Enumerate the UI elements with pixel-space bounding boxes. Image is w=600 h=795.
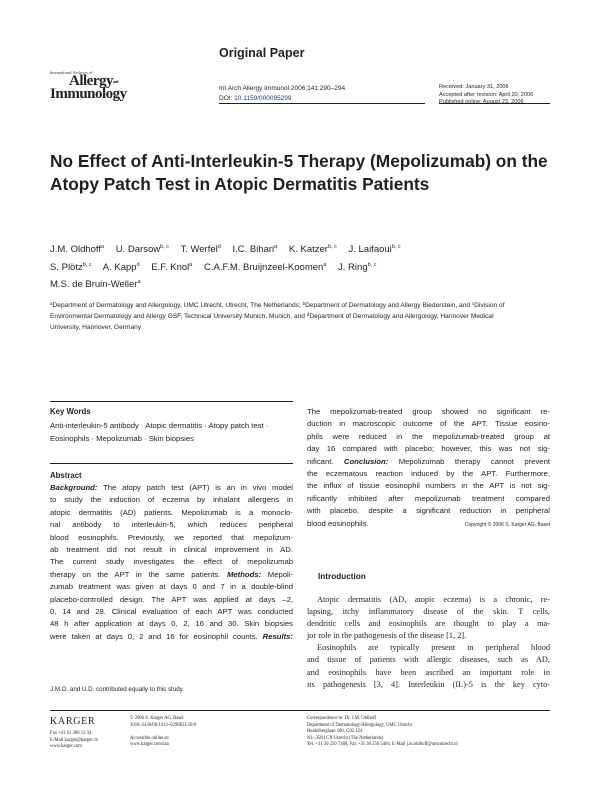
header-rule-right [439, 103, 550, 104]
abstract-line: the eczematous reaction induced by the APT. Furthermore, [307, 469, 550, 479]
contribution-footnote: J.M.O. and U.D. contributed equally to this study. [50, 686, 185, 693]
abstract-line: zumab treatment was given at days 0 and 7 in a double-blind [50, 582, 293, 592]
introduction-body [307, 594, 550, 691]
publication-copyright: © 2006 S. Karger AG, Basel 1018–2438/06/1413–0290$23.50/0 Accessible online at: www.karger.com/iaa [130, 716, 197, 747]
journal-website[interactable]: www.karger.com/iaa [130, 742, 169, 747]
author: U. Darsow$^{b, c}$ [115, 244, 169, 255]
abstract-line: blood eosinophils. Previously, we reported that mepolizum- [50, 532, 293, 542]
journal-logo [50, 70, 130, 102]
intro-line: jor role in the pathogenesis of the disease [1, 2]. [307, 631, 467, 641]
publisher-contact: Fax +41 61 306 12 34 E-Mail karger@karger.ch www.karger.com [50, 731, 98, 749]
journal-logo-word1: Allergy [69, 73, 113, 89]
abstract-line: the influx of tissue eosinophil numbers in the APT is not sig- [307, 481, 550, 491]
intro-line: dendritic cells and eosinophils are thought to play a ma- [307, 619, 550, 629]
intro-line: Eosinophils are typically present in peripheral blood [317, 643, 550, 653]
citation-block [219, 84, 345, 103]
received-date: Received: January 31, 2006 [439, 84, 509, 90]
abstract-line: blood eosinophils. [307, 518, 369, 528]
abstract-line: atopic dermatitis (AD) patients. Mepolizumab is a monoclo- [50, 507, 293, 517]
published-date: Published online: August 23, 2006 [439, 99, 524, 105]
abstract-line: ab treatment did not result in clinical improvement in AD. [50, 545, 293, 555]
doi-link[interactable]: 10.1159/000095299 [234, 94, 292, 102]
abstract-line: The current study investigates the effect of mepolizumab [50, 557, 293, 567]
author: S. Plötz$^{b, c}$ [50, 261, 92, 273]
abstract-line: duction in macroscopic outcome of the APT. Tissue eosino- [307, 419, 550, 429]
author: J. Ring$^{b, c}$ [338, 261, 377, 273]
accepted-date: Accepted after revision: April 20, 2006 [439, 91, 534, 98]
intro-line: and tissue of patients with allergic diseases, such as AD, [307, 655, 550, 665]
publisher-website[interactable]: www.karger.com [50, 744, 82, 749]
abstract-line: day 16 compared with placebo; however, this was not sig- [307, 444, 550, 454]
author: C.A.F.M. Bruijnzeel-Koomen$^a$ [204, 261, 327, 273]
intro-line: lapsing, itchy inflammatory disease of the skin. T cells, [307, 607, 550, 617]
abstract-line: 48 h after application at days 0, 2, 16 and 30. Skin biopsies [50, 619, 293, 629]
intro-line: its pathogenesis [3, 4]. Interleukin (IL)-5 is the key cyto- [307, 679, 550, 689]
abstract-body-left [50, 482, 293, 643]
author: I.C. Bihari$^a$ [232, 244, 278, 255]
intro-line: and eosinophils have been ascribed an important role in [307, 667, 550, 677]
abstract-line: with placebo, despite a significant reduction in peripheral [307, 506, 550, 516]
journal-logo-prefix: International Archives of [50, 70, 93, 75]
author: J. Laifaoui$^{b, c}$ [348, 244, 401, 255]
correspondence: Correspondence to: Dr. J.M. Oldhoff Department of Dermatology/Allergology, UMC Utrecht Heidelberglaan 100, G02.124 NL–3584 CX Utrecht (The Netherlands) Tel. +31 30 250 7388, Fax +31 30 250 5404, E-Mail j.m.oldhoff@umcutrecht.nl [307, 716, 458, 747]
introduction-heading: Introduction [318, 572, 366, 581]
publisher-email[interactable]: E-Mail karger@karger.ch [50, 737, 98, 743]
footer-rule [50, 710, 550, 711]
abstract-line: 0, 14 and 28. Clinical evaluation of each APT was conducted [50, 607, 293, 617]
author: J.M. Oldhoff$^a$ [50, 244, 105, 255]
journal-logo-and: and [112, 79, 118, 84]
affiliations: $^a$Department of Dermatology and Allergology, UMC Utrecht, Utrecht, The Netherlands; $^b$Department of Dermatology and Allergy Biederstein, and $^c$Division of Environmental Dermatology and Allergy GSF, Technical University Munich, Munich, and $^d$Department of Dermatology and Allergology, Hannover Medical University, Hannover, Germany [50, 301, 505, 332]
abstract-body-right [307, 406, 550, 530]
doi-line [219, 94, 345, 104]
keywords-text: Anti-interleukin-5 antibody · Atopic dermatitis · Atopy patch test · Eosinophils · Mepolizumab · Skin biopsies [50, 421, 269, 443]
abstract-line: to study the induction of eczema by inhalant allergens in [50, 495, 293, 505]
article-title: No Effect of Anti-Interleukin-5 Therapy (Mepolizumab) on the Atopy Patch Test in Atopic Dermatitis Patients [50, 151, 548, 194]
author-list [50, 241, 570, 294]
section-label: Original Paper [219, 46, 305, 60]
author: M.S. de Bruin-Weller$^a$ [50, 279, 141, 290]
abstract-line: therapy on the APT in the same patients. Methods: Mepoli- [50, 569, 293, 579]
abstract-line: phils were reduced in the mepolizumab-treated group at [307, 431, 550, 441]
journal-logo-word2: Immunology [50, 86, 127, 102]
author: A. Kapp$^d$ [102, 261, 140, 273]
abstract-line: The mepolizumab-treated group showed no significant re- [307, 407, 550, 416]
abstract-heading: Abstract [50, 471, 82, 480]
abstract-line: Background: The atopy patch test (APT) is an in vivo model [50, 483, 293, 492]
abstract-rule [50, 463, 293, 464]
author: E.F. Knol$^a$ [151, 261, 193, 273]
copyright-notice: Copyright © 2006 S. Karger AG, Basel [464, 522, 550, 528]
author: T. Werfel$^d$ [180, 244, 221, 255]
author: K. Katzer$^{b, c}$ [288, 244, 337, 255]
intro-line: Atopic dermatitis (AD, atopic eczema) is a chronic, re- [317, 595, 550, 604]
left-column-top-rule [50, 401, 293, 402]
header-rule-left [219, 103, 425, 104]
abstract-line: nificant. Conclusion: Mepolizumab therapy cannot prevent [307, 456, 550, 466]
doi-label: DOI: [219, 94, 235, 102]
abstract-line: nal antibody to interleukin-5, which reduces peripheral [50, 520, 293, 530]
abstract-line: were taken at days 0, 2 and 16 for eosinophil counts. Results: [50, 631, 293, 641]
keywords-heading: Key Words [50, 407, 91, 416]
abstract-line: nificantly inhibited after mepolizumab treatment compared [307, 493, 550, 503]
publisher-logo: KARGER [50, 716, 96, 727]
citation: Int Arch Allergy Immunol 2006;141:290–294 [219, 85, 346, 92]
abstract-line: placebo-controlled design. The APT was applied at days –2, [50, 594, 293, 604]
correspondence-contact[interactable]: Tel. +31 30 250 7388, Fax +31 30 250 5404, E-Mail j.m.oldhoff@umcutrecht.nl [307, 742, 458, 747]
